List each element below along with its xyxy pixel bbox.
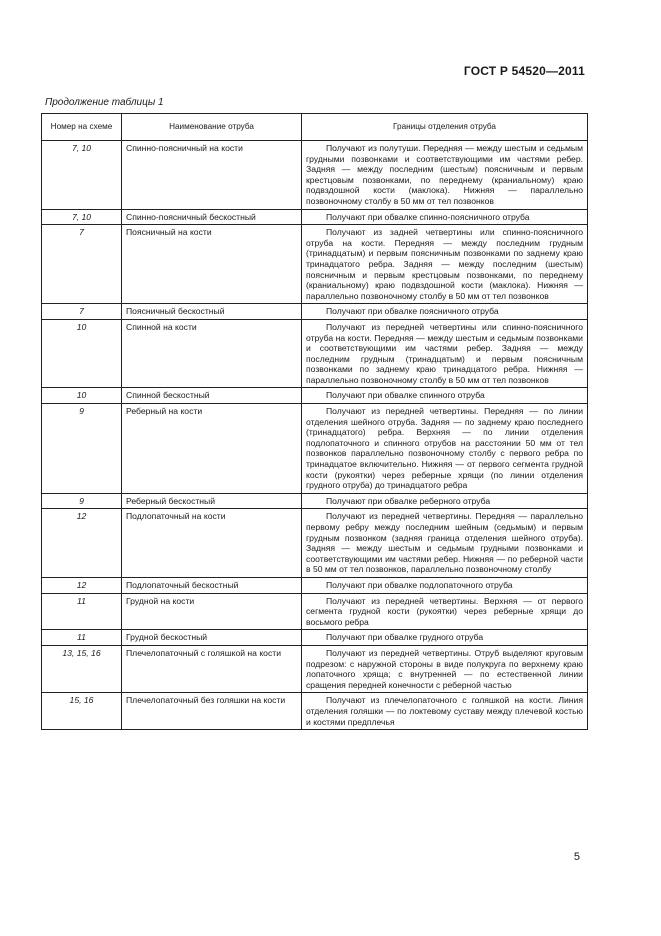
row-name: Спинной бескостный [122,388,302,404]
row-number: 15, 16 [42,693,122,730]
row-name: Спинно-поясничный бескостный [122,209,302,225]
row-number: 10 [42,319,122,388]
table-row [42,319,588,388]
row-description: Получают при обвалке реберного отруба [302,493,588,509]
row-description: Получают при обвалке грудного отруба [302,630,588,646]
row-number: 10 [42,388,122,404]
column-header-number: Номер на схеме [42,114,122,141]
row-description: Получают при обвалке поясничного отруба [302,304,588,320]
row-name: Грудной бескостный [122,630,302,646]
row-name: Спинной на кости [122,319,302,388]
table-row [42,493,588,509]
row-description: Получают из передней четвертины. Верхняя — от первого сегмента грудной кости (рукоятки) через реберные хрящи до восьмого ребра [302,593,588,630]
row-number: 12 [42,509,122,578]
row-name: Подлопаточный на кости [122,509,302,578]
row-name: Поясничный бескостный [122,304,302,320]
table-row [42,304,588,320]
row-description: Получают при обвалке спинно-поясничного отруба [302,209,588,225]
table-caption: Продолжение таблицы 1 [45,97,164,108]
table-row [42,388,588,404]
row-number: 9 [42,493,122,509]
row-description: Получают из передней четвертины. Отруб выделяют круговым подрезом: с наружной стороны в виде полукруга по верхнему краю лопаточного хряща; с внутренней — по естественной линии сращения передней конечности с реберной частью [302,645,588,692]
row-number: 11 [42,593,122,630]
row-name: Плечелопаточный с голяшкой на кости [122,645,302,692]
table-row [42,509,588,578]
row-number: 12 [42,577,122,593]
standard-header: ГОСТ Р 54520—2011 [463,64,585,78]
row-name: Подлопаточный бескостный [122,577,302,593]
table-row [42,630,588,646]
table-row [42,645,588,692]
row-name: Плечелопаточный без голяшки на кости [122,693,302,730]
table-row [42,141,588,210]
table-row [42,225,588,304]
row-description: Получают из передней четвертины. Передняя — параллельно первому ребру между последним шейным (седьмым) и первым грудным позвонком (задняя граница отделения шейного отруба). Задняя — между шестым и седьмым грудными позвонками и соответствующими им частями ребер. Нижняя — по реберной части в 50 мм от тел позвонков, параллельно позвоночному столбу [302,509,588,578]
row-description: Получают при обвалке спинного отруба [302,388,588,404]
page-number: 5 [573,851,580,863]
row-name: Реберный бескостный [122,493,302,509]
row-number: 9 [42,404,122,494]
table-row [42,577,588,593]
row-name: Реберный на кости [122,404,302,494]
row-description: Получают при обвалке подлопаточного отруба [302,577,588,593]
row-number: 7, 10 [42,209,122,225]
row-number: 13, 15, 16 [42,645,122,692]
row-description: Получают из передней четвертины или спинно-поясничного отруба на кости. Передняя — между шестым и седьмым позвонками и соответствующими им частями ребер. Задняя — между последним грудным (тринадцатым) и первым поясничным позвонками по заднему краю тринадцатого ребра. Нижняя — параллельно позвоночному столбу в 50 мм от тел позвонков [302,319,588,388]
table-row [42,209,588,225]
column-header-boundaries: Границы отделения отруба [302,114,588,141]
table-header-row [42,114,588,141]
row-number: 7, 10 [42,141,122,210]
row-description: Получают из передней четвертины. Передняя — по линии отделения шейного отруба. Задняя — по заднему краю последнего (тринадцатого) ребра. Верхняя — по линии отделения подлопаточного и спинного отрубов на расстоянии 50 мм от тел позвонков параллельно позвоночному столбу с первого ребра по тринадцатое включительно. Нижняя — от первого сегмента грудной кости (рукоятки) через реберные хрящи (по линии отделения грудного отруба) до тринадцатого ребра [302,404,588,494]
column-header-name: Наименование отруба [122,114,302,141]
table-row [42,404,588,494]
row-number: 7 [42,304,122,320]
row-description: Получают из полутуши. Передняя — между шестым и седьмым грудными позвонками и соответствующими им частями ребер. Задняя — между последним (шестым) поясничным и первым крестцовым позвонками, по переднему (краниальному) краю подвздошной кости (маклока). Нижняя — параллельно позвоночному столбу в 50 мм от тел позвонков [302,141,588,210]
row-description: Получают из задней четвертины или спинно-поясничного отруба на кости. Передняя — между последним грудным (тринадцатым) и первым поясничным позвонками по заднему краю тринадцатого ребра. Задняя — между последним (шестым) поясничным и первым крестцовым позвонками, по переднему (краниальному) краю подвздошной кости (маклока). Нижняя — параллельно позвоночному столбу в 50 мм от тел позвонков [302,225,588,304]
table-row [42,593,588,630]
row-number: 11 [42,630,122,646]
row-name: Спинно-поясничный на кости [122,141,302,210]
cuts-table [41,113,588,730]
row-name: Поясничный на кости [122,225,302,304]
row-number: 7 [42,225,122,304]
row-name: Грудной на кости [122,593,302,630]
table-row [42,693,588,730]
row-description: Получают из плечелопаточного с голяшкой на кости. Линия отделения голяшки — по локтевому суставу между плечевой костью и костями предплечья [302,693,588,730]
